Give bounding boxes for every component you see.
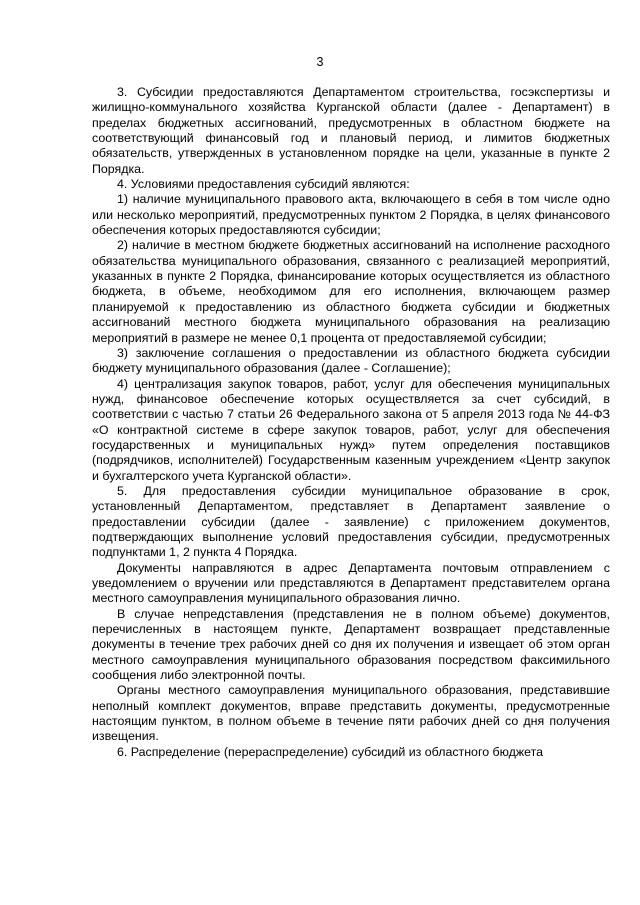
paragraph-condition-3: 3) заключение соглашения о предоставлении из областного бюджета субсидии бюджету муниципального образования (далее - Соглашение); xyxy=(92,345,610,376)
paragraph-condition-2: 2) наличие в местном бюджете бюджетных ассигнований на исполнение расходного обязательства муниципального образования, связанного с реализацией мероприятий, указанных в пункте 2 Порядка, финансирование которых осуществляется из областного бюджета, в объеме, необходимом для его исполнения, включающем размер планируемой к предоставлению из областного бюджета субсидии и бюджетных ассигнований местного бюджета муниципального образования на реализацию мероприятий в размере не менее 0,1 процента от предоставляемой субсидии; xyxy=(92,238,610,345)
paragraph-condition-1: 1) наличие муниципального правового акта, включающего в себя в том числе одно или несколько мероприятий, предусмотренных пунктом 2 Порядка, в целях финансового обеспечения которых предоставляются субсидии; xyxy=(92,192,610,238)
paragraph-documents-delivery: Документы направляются в адрес Департамента почтовым отправлением с уведомлением о вручении или представляются в Департамент представителем органа местного самоуправления муниципального образования лично. xyxy=(92,560,610,606)
paragraph-clause-5: 5. Для предоставления субсидии муниципальное образование в срок, установленный Департаментом, представляет в Департамент заявление о предоставлении субсидии (далее - заявление) с приложением документов, подтверждающих выполнение условий предоставления субсидии, предусмотренных подпунктами 1, 2 пункта 4 Порядка. xyxy=(92,483,610,560)
paragraph-condition-4: 4) централизация закупок товаров, работ, услуг для обеспечения муниципальных нужд, финансовое обеспечение которых осуществляется за счет субсидий, в соответствии с частью 7 статьи 26 Федерального закона от 5 апреля 2013 года № 44-ФЗ «О контрактной системе в сфере закупок товаров, работ, услуг для обеспечения государственных и муниципальных нужд» путем определения поставщиков (подрядчиков, исполнителей) Государственным казенным учреждением «Центр закупок и бухгалтерского учета Курганской области». xyxy=(92,376,610,483)
paragraph-clause-4-heading: 4. Условиями предоставления субсидий являются: xyxy=(117,177,410,192)
paragraph-documents-resubmit: Органы местного самоуправления муниципального образования, представившие неполный комплект документов, вправе представить документы, предусмотренные настоящим пунктом, в полном объеме в течение пяти рабочих дней со дня получения извещения. xyxy=(92,683,610,744)
document-body xyxy=(92,85,610,760)
page-number: 3 xyxy=(316,55,324,69)
paragraph-documents-return: В случае непредставления (представления не в полном объеме) документов, перечисленных в настоящем пункте, Департамент возвращает представленные документы в течение трех рабочих дней со дня их получения и извещает об этом орган местного самоуправления муниципального образования посредством факсимильного сообщения либо электронной почты. xyxy=(92,606,610,683)
paragraph-clause-3: 3. Субсидии предоставляются Департаментом строительства, госэкспертизы и жилищно-коммунального хозяйства Курганской области (далее - Департамент) в пределах бюджетных ассигнований, предусмотренных в областном бюджете на соответствующий финансовый год и плановый период, и лимитов бюджетных обязательств, утвержденных в установленном порядке на цели, указанные в пункте 2 Порядка. xyxy=(92,85,610,176)
paragraph-clause-6: 6. Распределение (перераспределение) субсидий из областного бюджета xyxy=(117,744,544,759)
